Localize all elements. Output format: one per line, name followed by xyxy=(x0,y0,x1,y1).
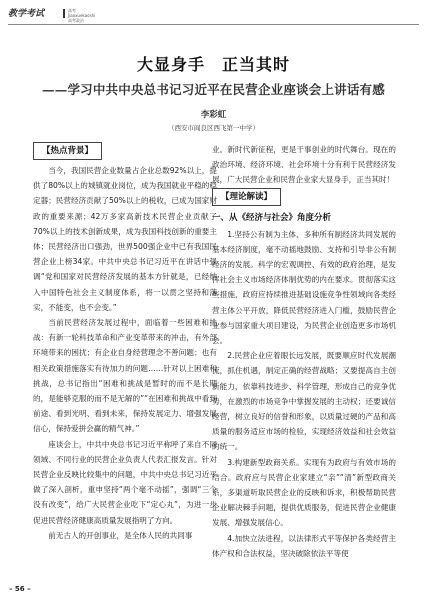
body-paragraph: 前无古人的开创事业，是全体人民的共同事 xyxy=(48,530,193,540)
page-number: – 56 – xyxy=(9,585,31,593)
body-paragraph: 4.加快立法进程，以法律形式平等保护各类经营主体产权和合法权益，坚决破除依法平等使 xyxy=(212,533,396,558)
running-header xyxy=(8,6,419,22)
section-heading-background: 【热点背景】 xyxy=(33,142,102,160)
body-paragraph: 座谈会上，中共中央总书记习近平称呼了来自不同领域、不同行业的民营企业负责人代表汇报发言。针对民营企业反映比较集中的问题，中共中央总书记习近平做了深入剖析，重申坚持“两个毫不动摇”，强调“三个没有改变”，给广大民营企业吃下“定心丸”，为进一步促进民营经济健康高质量发展指明了方向。 xyxy=(33,439,217,525)
journal-title: 教学考试 xyxy=(8,9,45,19)
subsection-heading: 一、从《经济与社会》角度分析 xyxy=(212,212,332,223)
article-author: 李彩虹 xyxy=(200,110,227,120)
section-heading-theory: 【理论解读】 xyxy=(212,188,281,206)
left-column xyxy=(33,142,217,543)
right-column xyxy=(212,142,396,561)
header-small-line: 高考政治 xyxy=(68,18,84,23)
body-paragraph: 当今，我国民营企业数量占企业总数92%以上，提供了80%以上的城镇就业岗位，成为我国就业平稳的稳定器；民营经济贡献了50%以上的税收，已成为国家财政的重要来源；42万多家高新技术民营企业贡献了70%以上的技术创新成果，成为我国科技创新的重要主体；民营经济出口强劲，世界500强企业中已有我国民营企业上榜34家。中共中央总书记习近平在讲话中强调“党和国家对民营经济发展的基本方针就是，已经纳入中国特色社会主义制度体系，将一以贯之坚持和落实，不能变，也不会变。” xyxy=(33,166,217,312)
author-affiliation: （西安市阎良区西飞第一中学） xyxy=(168,124,259,132)
article-subtitle: ——学习中共中央总书记习近平在民营企业座谈会上讲话有感 xyxy=(42,82,385,97)
body-paragraph: 1.坚持公有制为主体、多种所有制经济共同发展的基本经济制度，毫不动摇地鼓励、支持和引导非公有制经济的发展。科学的宏观调控、有效的政府治理，是发挥社会主义市场经济体制优势的内在要求。贯彻落实这些措施，政府应持续推进基础设施竞争性领域向各类经营主体公平开放，降低民营经济进入门槛，鼓励民营企业参与国家重大项目建设，为民营企业创造更多市场机会。 xyxy=(212,229,396,346)
article-title: 大显身手 正当其时 xyxy=(136,55,290,74)
header-divider xyxy=(63,9,65,18)
body-paragraph: 当前民营经济发展过程中，面临着一些困难和挑战：有新一轮科技革命和产业变革带来的冲击，有外部环境带来的困扰；有企业自身经营理念不善问题；也有相关政策措施落实有待加力的问题……针对以上困难和挑战，总书记指出“困难和挑战是暂时的而不是长期的，是能够克服的而不是无解的”“在困难和挑战中看到前途、看到光明、看到未来，保持发展定力、增强发展信心，保持爱拼会赢的精气神。” xyxy=(33,318,217,434)
body-paragraph: 2.民营企业应着眼长远发展，既要顺应时代发展潮流，抓住机遇，制定正确的经营战略；又要提高自主创新能力，依靠科技进步、科学管理，形成自己的竞争优势，在激烈的市场竞争中掌握发展的主动权；还要诚信经营，树立良好的信誉和形象，以质量过硬的产品和高质量的服务适应市场的检验，实现经济效益和社会效益的统一。 xyxy=(212,351,396,452)
header-small-line: 高考 xyxy=(68,8,76,13)
header-small-line: Jiaoxuekaoshi xyxy=(68,13,96,18)
body-paragraph-continued: 业。新时代新征程，更是干事创业的时代舞台。现在的政治环境、经济环境、社会环境十分有利于民营经济发展，广大民营企业和民营企业家大显身手，正当其时！ xyxy=(212,145,396,185)
header-small-text xyxy=(68,8,95,23)
header-rule xyxy=(8,24,419,25)
body-paragraph: 3.构建新型政商关系。实现有为政府与有效市场的结合。政府应与民营企业家建立“亲”“清”新型政商关系，多渠道听取民营企业的反映和诉求，积极帮助民营企业解决棘手问题，提供优质服务，促进民营企业健康发展、增强发展信心。 xyxy=(212,457,396,528)
